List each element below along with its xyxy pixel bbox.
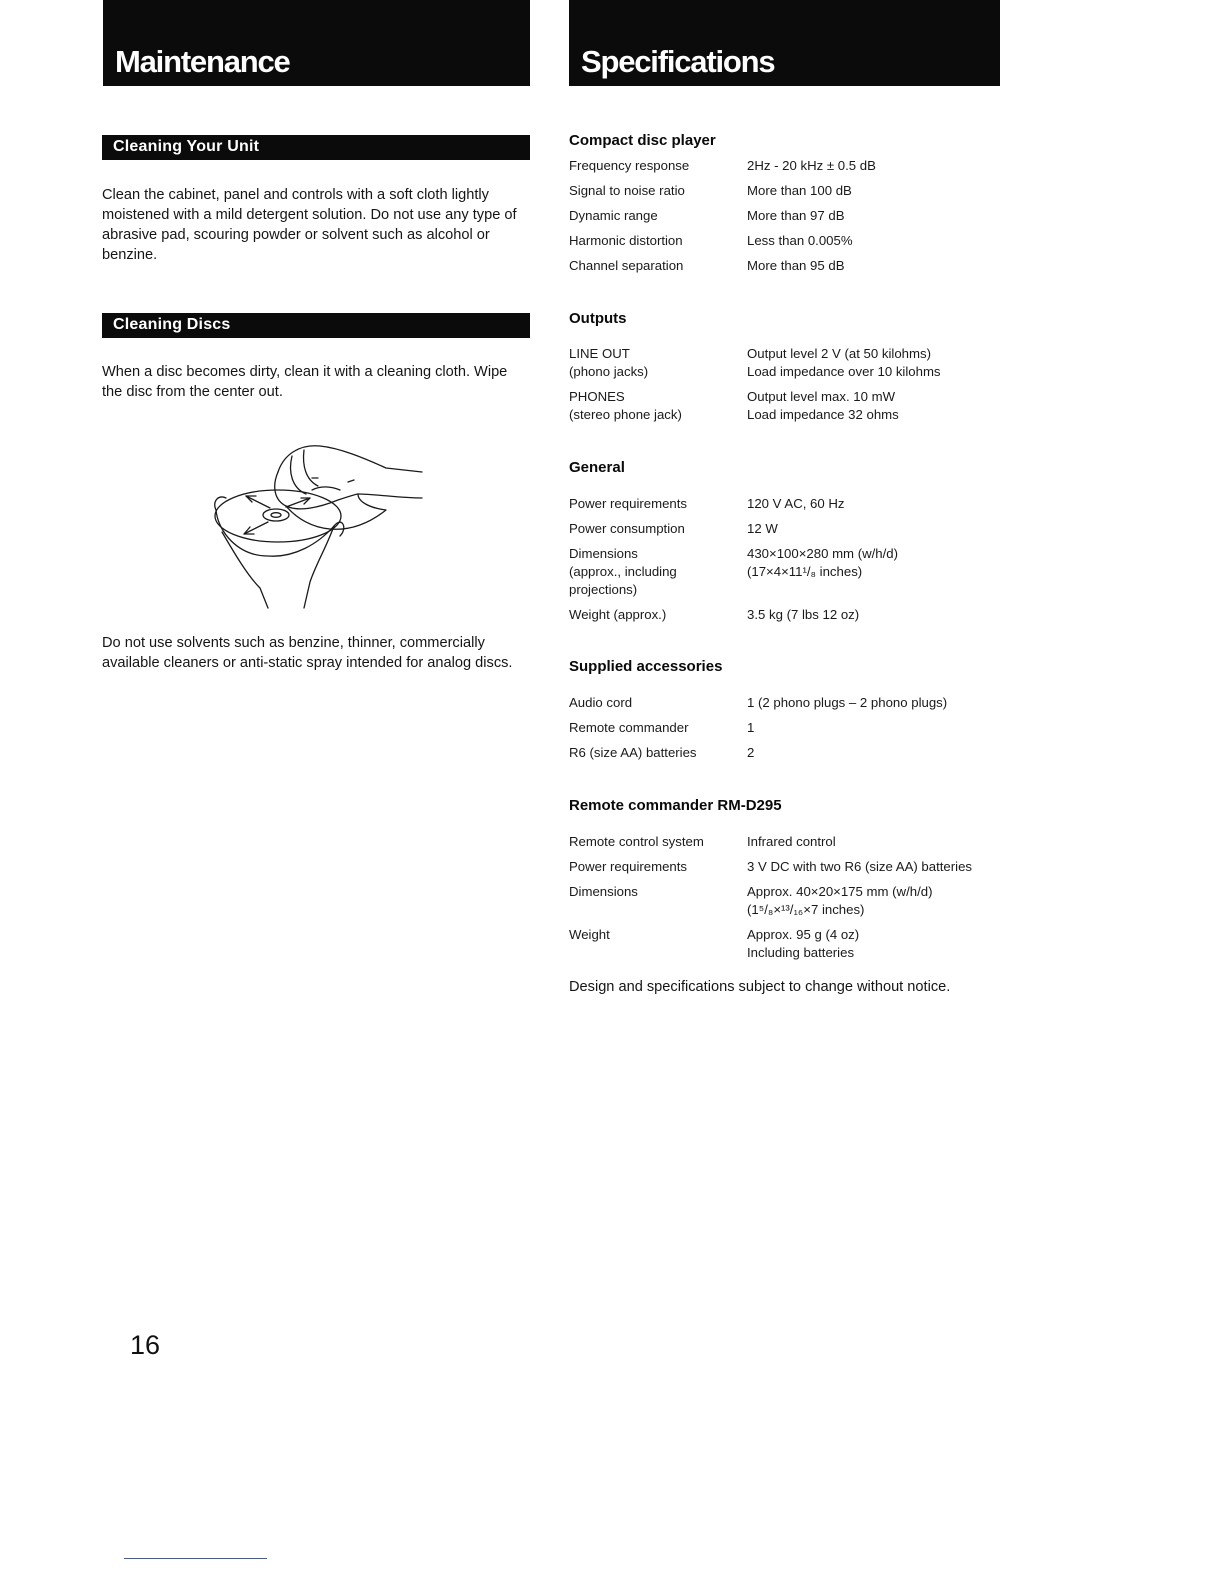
spec-label: PHONES (stereo phone jack) bbox=[569, 389, 682, 422]
spec-row bbox=[569, 520, 1009, 545]
cleaning-discs-heading: Cleaning Discs bbox=[102, 313, 530, 338]
spec-value: 2 bbox=[747, 745, 755, 760]
spec-value: 1 bbox=[747, 720, 755, 735]
spec-value: 3 V DC with two R6 (size AA) batteries bbox=[747, 859, 972, 874]
spec-row bbox=[569, 744, 1009, 762]
spec-row bbox=[569, 926, 1009, 962]
page-number: 16 bbox=[130, 1330, 161, 1360]
spec-value: Output level max. 10 mW Load impedance 32 ohms bbox=[747, 389, 899, 422]
spec-row bbox=[569, 388, 1009, 424]
spec-label: Signal to noise ratio bbox=[569, 183, 685, 198]
spec-value: 120 V AC, 60 Hz bbox=[747, 496, 845, 511]
spec-label: Weight (approx.) bbox=[569, 607, 667, 622]
spec-label: Harmonic distortion bbox=[569, 233, 683, 248]
spec-row bbox=[569, 495, 1009, 520]
spec-label: Power consumption bbox=[569, 521, 685, 536]
spec-row bbox=[569, 207, 1009, 232]
spec-label: Dimensions (approx., including projections) bbox=[569, 546, 677, 597]
spec-label: Dimensions bbox=[569, 884, 638, 899]
spec-value: 2Hz - 20 kHz ± 0.5 dB bbox=[747, 158, 876, 173]
spec-row bbox=[569, 694, 1009, 719]
bottom-rule bbox=[124, 1558, 267, 1559]
spec-label: Weight bbox=[569, 927, 610, 942]
spec-label: Power requirements bbox=[569, 859, 688, 874]
spec-label: Frequency response bbox=[569, 158, 690, 173]
spec-table-accessories bbox=[569, 694, 1009, 762]
spec-row bbox=[569, 157, 1009, 182]
spec-label: Power requirements bbox=[569, 496, 688, 511]
spec-row bbox=[569, 719, 1009, 744]
spec-row bbox=[569, 182, 1009, 207]
spec-value: 1 (2 phono plugs – 2 phono plugs) bbox=[747, 695, 948, 710]
cleaning-discs-text: When a disc becomes dirty, clean it with a cleaning cloth. Wipe the disc from the center out. bbox=[102, 364, 508, 400]
spec-value: Less than 0.005% bbox=[747, 233, 853, 248]
spec-table-remote bbox=[569, 833, 1009, 962]
spec-label: Channel separation bbox=[569, 258, 684, 273]
cleaning-unit-heading: Cleaning Your Unit bbox=[102, 135, 530, 160]
design-change-notice: Design and specifications subject to change without notice. bbox=[569, 979, 951, 995]
spec-value: 3.5 kg (7 lbs 12 oz) bbox=[747, 607, 860, 622]
spec-value: 12 W bbox=[747, 521, 778, 536]
specifications-banner: Specifications bbox=[569, 0, 1000, 86]
spec-value: Output level 2 V (at 50 kilohms) Load impedance over 10 kilohms bbox=[747, 346, 941, 379]
spec-label: LINE OUT (phono jacks) bbox=[569, 346, 649, 379]
spec-label: Dynamic range bbox=[569, 208, 658, 223]
spec-value: More than 95 dB bbox=[747, 258, 845, 273]
spec-value: Approx. 40×20×175 mm (w/h/d) (1⁵/₈×¹³/₁₆×7 inches) bbox=[747, 884, 933, 917]
spec-section-title: General bbox=[569, 459, 625, 476]
spec-row bbox=[569, 858, 1009, 883]
spec-value: Infrared control bbox=[747, 834, 836, 849]
spec-value: More than 97 dB bbox=[747, 208, 845, 223]
spec-label: R6 (size AA) batteries bbox=[569, 745, 697, 760]
solvent-warning-text: Do not use solvents such as benzine, thinner, commercially available cleaners or anti-static spray intended for analog discs. bbox=[102, 635, 513, 671]
spec-row bbox=[569, 345, 1009, 388]
spec-section-title: Remote commander RM-D295 bbox=[569, 797, 782, 814]
spec-table-general bbox=[569, 495, 1009, 624]
spec-row bbox=[569, 232, 1009, 257]
spec-row bbox=[569, 606, 1009, 624]
spec-row bbox=[569, 545, 1009, 606]
cleaning-unit-text: Clean the cabinet, panel and controls with a soft cloth lightly moistened with a mild detergent solution. Do not use any type of abrasive pad, scouring powder or solvent such as alcohol or benzine. bbox=[102, 187, 517, 263]
maintenance-banner: Maintenance bbox=[103, 0, 530, 86]
spec-row bbox=[569, 883, 1009, 926]
disc-cleaning-illustration bbox=[208, 436, 438, 614]
spec-value: More than 100 dB bbox=[747, 183, 852, 198]
spec-table-cd-player bbox=[569, 157, 1009, 275]
spec-label: Remote control system bbox=[569, 834, 704, 849]
spec-label: Remote commander bbox=[569, 720, 689, 735]
spec-value: 430×100×280 mm (w/h/d) (17×4×11¹/₈ inches) bbox=[747, 546, 899, 579]
spec-section-title: Compact disc player bbox=[569, 132, 716, 149]
spec-row bbox=[569, 833, 1009, 858]
spec-row bbox=[569, 257, 1009, 275]
spec-label: Audio cord bbox=[569, 695, 633, 710]
spec-section-title: Outputs bbox=[569, 310, 627, 327]
spec-table-outputs bbox=[569, 345, 1009, 424]
spec-section-title: Supplied accessories bbox=[569, 658, 723, 675]
spec-value: Approx. 95 g (4 oz) Including batteries bbox=[747, 927, 860, 960]
